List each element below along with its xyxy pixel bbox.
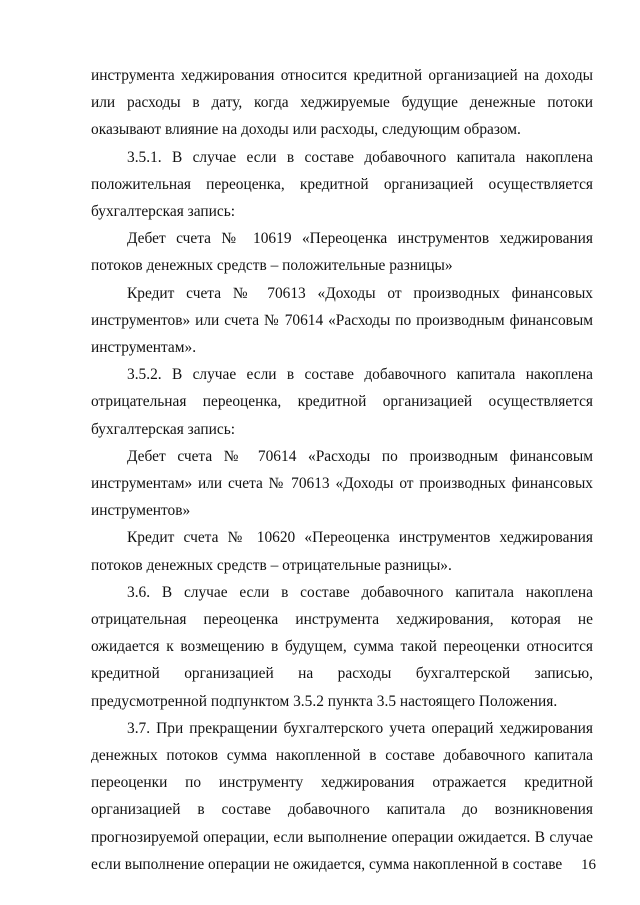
paragraph-3-6: 3.6. В случае если в составе добавочного капитала накоплена отрицательная переоценка инструмента хеджирования, которая не ожидается к возмещению в будущем, сумма такой переоценки относится кредитной организацией на расходы бухгалтерской записью, предусмотренной подпунктом 3.5.2 пункта 3.5 настоящего Положения. — [91, 583, 593, 710]
paragraph-3-5-1: 3.5.1. В случае если в составе добавочного капитала накоплена положительная переоценка, кредитной организацией осуществляется бухгалтерская запись: — [91, 148, 593, 221]
page-number: 16 — [581, 857, 596, 873]
paragraph-3-7: 3.7. При прекращении бухгалтерского учета операций хеджирования денежных потоков сумма накопленной в составе добавочного капитала переоценки по инструменту хеджирования отражается кредитной организацией в составе добавочного капитала до возникновения прогнозируемой операции, если выполнение операции ожидается. В случае если выполнение операции не ожидается, сумма накопленной в составе — [91, 719, 593, 873]
paragraph-credit-10620: Кредит счета № 10620 «Переоценка инструментов хеджирования потоков денежных средств – отрицательные разницы». — [91, 529, 593, 574]
paragraph-continuation: инструмента хеджирования относится кредитной организацией на доходы или расходы в дату, когда хеджируемые будущие денежные потоки оказывают влияние на доходы или расходы, следующим образом. — [91, 67, 593, 139]
paragraph-debit-10619: Дебет счета № 10619 «Переоценка инструментов хеджирования потоков денежных средств – положительные разницы» — [91, 230, 593, 275]
body-text — [91, 62, 593, 878]
paragraph-3-5-2: 3.5.2. В случае если в составе добавочного капитала накоплена отрицательная переоценка, кредитной организацией осуществляется бухгалтерская запись: — [91, 366, 593, 438]
paragraph-credit-70613: Кредит счета № 70613 «Доходы от производных финансовых инструментов» или счета № 70614 «Расходы по производным финансовым инструментам». — [91, 284, 593, 357]
paragraph-debit-70614: Дебет счета № 70614 «Расходы по производным финансовым инструментам» или счета № 70613 «Доходы от производных финансовых инструментов» — [91, 447, 593, 520]
